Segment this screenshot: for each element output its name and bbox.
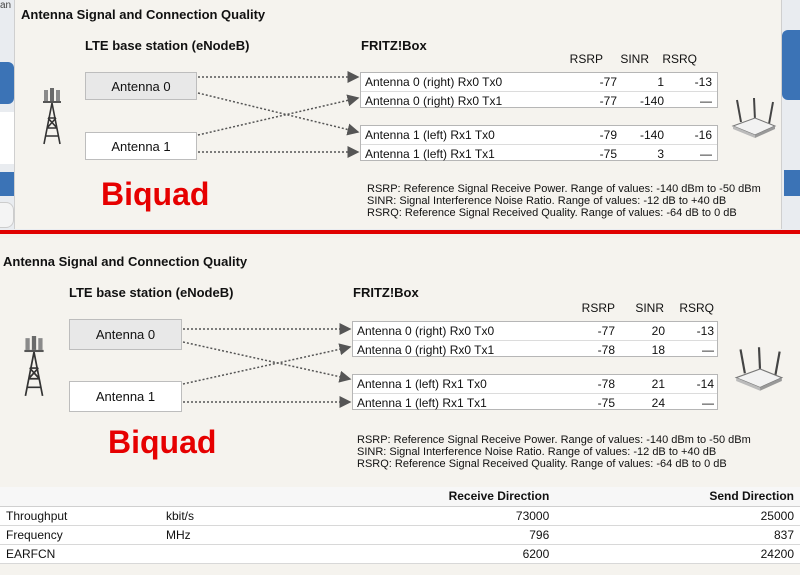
base-station-label: LTE base station (eNodeB) [85, 38, 250, 53]
rsrq-value: — [700, 147, 712, 161]
sinr-value: -140 [639, 94, 664, 108]
header-send-direction: Send Direction [555, 487, 800, 506]
stat-send-value: 837 [555, 525, 800, 544]
column-header-rsrq: RSRQ [662, 52, 697, 66]
background-nav-tab [784, 170, 800, 196]
sinr-value: 24 [651, 396, 665, 410]
antenna-1-group [352, 374, 718, 410]
base-station-label: LTE base station (eNodeB) [69, 285, 234, 300]
device-label: FRITZ!Box [353, 285, 419, 300]
background-corner-text: an [0, 0, 12, 11]
table-row [0, 506, 800, 525]
rsrp-value: -77 [597, 324, 615, 338]
annotation-label: Biquad [101, 176, 210, 212]
legend-rsrq: RSRQ: Reference Signal Received Quality. Range of values: -64 dB to 0 dB [367, 207, 737, 219]
stat-unit: MHz [160, 525, 270, 544]
column-header-sinr: SINR [635, 301, 664, 315]
signal-panel-top [14, 0, 782, 229]
stat-receive-value: 796 [270, 525, 555, 544]
legend-sinr: SINR: Signal Interference Noise Ratio. Range of values: -12 dB to +40 dB [357, 446, 717, 458]
legend [357, 434, 751, 470]
row-name: Antenna 1 (left) Rx1 Tx0 [357, 377, 487, 391]
legend-sinr: SINR: Signal Interference Noise Ratio. Range of values: -12 dB to +40 dB [367, 195, 727, 207]
rsrq-value: -14 [696, 377, 714, 391]
sinr-value: 3 [657, 147, 664, 161]
legend-rsrp: RSRP: Reference Signal Receive Power. Range of values: -140 dBm to -50 dBm [367, 183, 761, 195]
table-row [0, 544, 800, 563]
header-receive-direction: Receive Direction [270, 487, 555, 506]
section-title: Antenna Signal and Connection Quality [3, 254, 248, 269]
annotation-label: Biquad [108, 424, 217, 460]
legend-rsrp: RSRP: Reference Signal Receive Power. Range of values: -140 dBm to -50 dBm [357, 434, 751, 446]
rsrq-value: -13 [696, 324, 714, 338]
sinr-value: 18 [651, 343, 665, 357]
row-name: Antenna 0 (right) Rx0 Tx0 [365, 75, 503, 89]
column-header-rsrp: RSRP [581, 301, 615, 315]
legend-rsrq: RSRQ: Reference Signal Received Quality. Range of values: -64 dB to 0 dB [357, 458, 727, 470]
column-header-sinr: SINR [620, 52, 649, 66]
rsrq-value: — [702, 343, 714, 357]
antenna-0-group [360, 72, 718, 108]
column-header-rsrq: RSRQ [679, 301, 714, 315]
row-name: Antenna 1 (left) Rx1 Tx0 [365, 128, 495, 142]
sinr-value: 21 [651, 377, 665, 391]
rsrp-value: -78 [597, 343, 615, 357]
rsrq-value: — [700, 94, 712, 108]
table-row [353, 340, 717, 358]
table-row [361, 126, 717, 144]
sinr-value: 1 [657, 75, 664, 89]
rsrp-value: -78 [597, 377, 615, 391]
section-title: Antenna Signal and Connection Quality [21, 7, 266, 22]
antenna-0-box: Antenna 0 [85, 72, 197, 100]
stat-receive-value: 73000 [270, 506, 555, 525]
cell-tower-icon [20, 336, 48, 398]
rsrp-value: -75 [597, 396, 615, 410]
stat-unit [160, 544, 270, 563]
device-label: FRITZ!Box [361, 38, 427, 53]
rsrq-value: — [702, 396, 714, 410]
background-nav-tab [782, 30, 800, 100]
table-row [353, 375, 717, 393]
column-header-rsrp: RSRP [569, 52, 603, 66]
router-icon [731, 98, 777, 138]
legend [367, 183, 761, 219]
stat-send-value: 25000 [555, 506, 800, 525]
table-header-row [0, 487, 800, 506]
row-name: Antenna 0 (right) Rx0 Tx0 [357, 324, 495, 338]
antenna-1-box: Antenna 1 [69, 381, 182, 412]
table-row [0, 525, 800, 544]
rsrp-value: -75 [599, 147, 617, 161]
header-param [0, 487, 160, 506]
router-icon [734, 347, 784, 391]
antenna-0-box: Antenna 0 [69, 319, 182, 350]
rsrq-value: -16 [694, 128, 712, 142]
connection-stats-table [0, 487, 800, 564]
header-unit [160, 487, 270, 506]
table-row [361, 144, 717, 162]
stat-name: Throughput [0, 506, 160, 525]
red-divider-line [0, 230, 800, 234]
cell-tower-icon [39, 88, 65, 146]
stat-unit: kbit/s [160, 506, 270, 525]
background-nav-tab [0, 172, 14, 196]
table-row [361, 73, 717, 91]
stat-send-value: 24200 [555, 544, 800, 563]
row-name: Antenna 1 (left) Rx1 Tx1 [357, 396, 487, 410]
background-tab [0, 202, 14, 228]
stat-name: EARFCN [0, 544, 160, 563]
background-nav-tab [0, 62, 14, 104]
rsrq-value: -13 [694, 75, 712, 89]
sinr-value: -140 [639, 128, 664, 142]
table-row [353, 393, 717, 411]
antenna-1-group [360, 125, 718, 161]
rsrp-value: -79 [599, 128, 617, 142]
rsrp-value: -77 [599, 94, 617, 108]
background-menu-item [0, 112, 14, 164]
stat-receive-value: 6200 [270, 544, 555, 563]
antenna-1-box: Antenna 1 [85, 132, 197, 160]
table-row [353, 322, 717, 340]
sinr-value: 20 [651, 324, 665, 338]
row-name: Antenna 0 (right) Rx0 Tx1 [357, 343, 495, 357]
antenna-0-group [352, 321, 718, 357]
stat-name: Frequency [0, 525, 160, 544]
rsrp-value: -77 [599, 75, 617, 89]
table-row [361, 91, 717, 109]
row-name: Antenna 0 (right) Rx0 Tx1 [365, 94, 503, 108]
row-name: Antenna 1 (left) Rx1 Tx1 [365, 147, 495, 161]
